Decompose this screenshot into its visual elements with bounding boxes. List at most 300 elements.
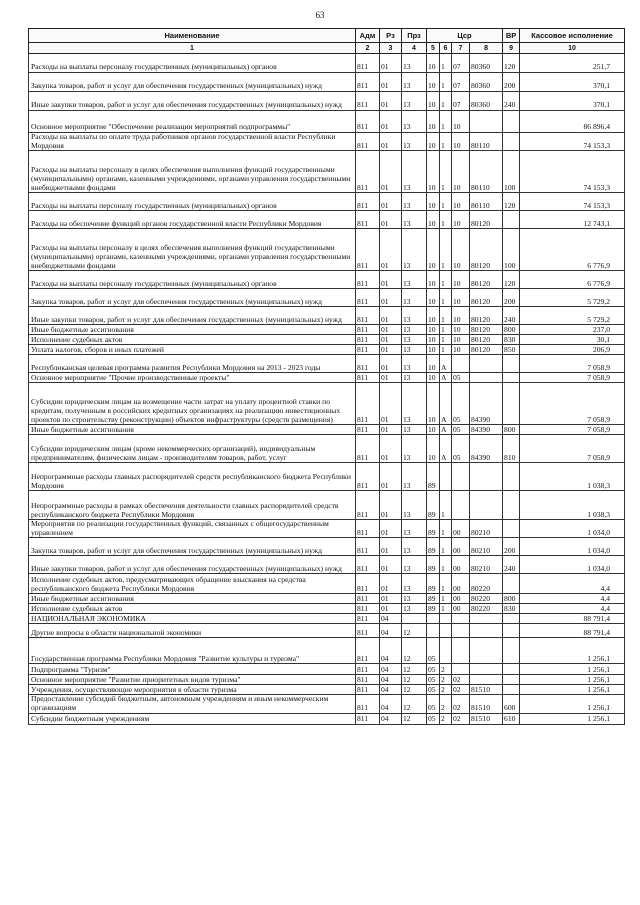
cell-rz: 04 <box>380 685 402 695</box>
cell-sum: 237,0 <box>520 325 625 335</box>
cell-csr-event: 05 <box>452 425 470 435</box>
cell-rz: 01 <box>380 73 402 92</box>
cell-csr-direction <box>470 355 503 373</box>
cell-vr: 600 <box>503 695 520 713</box>
cell-name: Субсидии юридическим лицам (кроме некоммерческих организаций), индивидуальным предпринимателям, физическим лицам - производителям товаров, работ, услуг <box>29 435 356 463</box>
cell-sum: 1 256,1 <box>520 685 625 695</box>
cell-adm: 811 <box>356 624 380 638</box>
cell-csr-program: 05 <box>427 675 440 685</box>
cell-vr: 120 <box>503 193 520 211</box>
cell-sum: 7 058,9 <box>520 383 625 425</box>
cell-vr <box>503 520 520 538</box>
cell-csr-subprogram: 1 <box>440 133 452 151</box>
cell-csr-program <box>427 614 440 624</box>
column-number-row <box>29 43 625 54</box>
table-row <box>29 713 625 724</box>
cell-csr-event <box>452 638 470 664</box>
cell-csr-event: 00 <box>452 556 470 574</box>
cell-csr-program: 10 <box>427 373 440 383</box>
cell-rz: 01 <box>380 355 402 373</box>
cell-csr-program: 10 <box>427 193 440 211</box>
cell-adm: 811 <box>356 335 380 345</box>
cell-csr-direction <box>470 463 503 491</box>
cell-sum: 6 776,9 <box>520 229 625 271</box>
cell-vr <box>503 491 520 520</box>
cell-csr-program: 05 <box>427 713 440 724</box>
header-pr: Прз <box>402 29 427 43</box>
cell-vr <box>503 463 520 491</box>
table-row <box>29 73 625 92</box>
cell-csr-program: 10 <box>427 355 440 373</box>
cell-csr-subprogram: 1 <box>440 211 452 229</box>
cell-sum: 4,4 <box>520 574 625 594</box>
cell-rz: 01 <box>380 229 402 271</box>
cell-csr-direction: 80110 <box>470 151 503 193</box>
cell-csr-event: 07 <box>452 73 470 92</box>
cell-csr-program <box>427 624 440 638</box>
cell-pr: 13 <box>402 538 427 556</box>
cell-sum: 88 791,4 <box>520 624 625 638</box>
cell-csr-event: 00 <box>452 594 470 604</box>
cell-vr <box>503 211 520 229</box>
cell-pr: 13 <box>402 325 427 335</box>
cell-csr-direction: 84390 <box>470 383 503 425</box>
cell-csr-event: 05 <box>452 435 470 463</box>
cell-pr: 12 <box>402 685 427 695</box>
cell-csr-direction: 80120 <box>470 229 503 271</box>
cell-vr: 100 <box>503 151 520 193</box>
cell-rz: 01 <box>380 538 402 556</box>
cell-csr-event <box>452 624 470 638</box>
cell-csr-subprogram: А <box>440 355 452 373</box>
cell-csr-direction: 81510 <box>470 685 503 695</box>
cell-adm: 811 <box>356 556 380 574</box>
cell-adm: 811 <box>356 520 380 538</box>
cell-name: Закупка товаров, работ и услуг для обеспечения государственных (муниципальных) нужд <box>29 538 356 556</box>
cell-vr <box>503 614 520 624</box>
cell-csr-program: 89 <box>427 520 440 538</box>
cell-csr-event: 10 <box>452 193 470 211</box>
cell-pr: 13 <box>402 73 427 92</box>
cell-name: Иные бюджетные ассигнования <box>29 594 356 604</box>
table-row <box>29 463 625 491</box>
cell-sum: 7 058,9 <box>520 373 625 383</box>
cell-csr-direction: 80220 <box>470 574 503 594</box>
cell-csr-direction: 80120 <box>470 325 503 335</box>
table-row <box>29 133 625 151</box>
cell-csr-subprogram: 1 <box>440 520 452 538</box>
cell-csr-program: 10 <box>427 325 440 335</box>
cell-name: Исполнение судебных актов <box>29 604 356 614</box>
cell-adm: 811 <box>356 638 380 664</box>
cell-rz: 01 <box>380 111 402 133</box>
cell-name: Подпрограмма "Туризм" <box>29 664 356 675</box>
cell-csr-direction: 81510 <box>470 695 503 713</box>
cell-adm: 811 <box>356 289 380 307</box>
cell-rz: 04 <box>380 675 402 685</box>
cell-csr-event: 10 <box>452 325 470 335</box>
table-row <box>29 685 625 695</box>
cell-rz: 01 <box>380 373 402 383</box>
table-row <box>29 538 625 556</box>
cell-adm: 811 <box>356 435 380 463</box>
cell-csr-event: 00 <box>452 574 470 594</box>
cell-pr: 12 <box>402 675 427 685</box>
cell-csr-event: 10 <box>452 229 470 271</box>
cell-csr-subprogram: А <box>440 425 452 435</box>
cell-vr <box>503 111 520 133</box>
cell-name: Основное мероприятие "Развитие приоритетных видов туризма" <box>29 675 356 685</box>
cell-csr-program: 10 <box>427 435 440 463</box>
header-csr: Цср <box>427 29 503 43</box>
col-number: 5 <box>427 43 440 54</box>
cell-vr: 800 <box>503 425 520 435</box>
cell-csr-subprogram: 2 <box>440 685 452 695</box>
cell-name: Закупка товаров, работ и услуг для обеспечения государственных (муниципальных) нужд <box>29 289 356 307</box>
cell-sum: 5 729,2 <box>520 307 625 325</box>
cell-csr-event: 10 <box>452 133 470 151</box>
cell-adm: 811 <box>356 373 380 383</box>
cell-vr: 200 <box>503 73 520 92</box>
cell-sum: 1 034,0 <box>520 520 625 538</box>
cell-csr-program: 10 <box>427 425 440 435</box>
table-row <box>29 335 625 345</box>
cell-csr-subprogram <box>440 614 452 624</box>
cell-vr <box>503 685 520 695</box>
cell-csr-program: 10 <box>427 151 440 193</box>
table-row <box>29 624 625 638</box>
cell-name: Другие вопросы в области национальной экономики <box>29 624 356 638</box>
cell-vr <box>503 383 520 425</box>
cell-rz: 01 <box>380 133 402 151</box>
cell-csr-direction: 80120 <box>470 335 503 345</box>
cell-adm: 811 <box>356 271 380 289</box>
cell-csr-subprogram: 1 <box>440 538 452 556</box>
cell-csr-direction: 80210 <box>470 520 503 538</box>
cell-sum: 4,4 <box>520 594 625 604</box>
cell-csr-direction: 84390 <box>470 425 503 435</box>
cell-csr-subprogram: 1 <box>440 271 452 289</box>
table-row <box>29 574 625 594</box>
cell-sum: 1 034,0 <box>520 556 625 574</box>
table-row <box>29 307 625 325</box>
cell-sum: 6 776,9 <box>520 271 625 289</box>
cell-csr-program: 89 <box>427 491 440 520</box>
cell-csr-event: 07 <box>452 92 470 111</box>
cell-pr: 13 <box>402 151 427 193</box>
cell-adm: 811 <box>356 54 380 73</box>
cell-csr-subprogram: 1 <box>440 594 452 604</box>
cell-csr-subprogram: 2 <box>440 675 452 685</box>
cell-csr-program: 10 <box>427 271 440 289</box>
cell-name: Учреждения, осуществляющие мероприятия в области туризма <box>29 685 356 695</box>
cell-sum: 74 153,3 <box>520 151 625 193</box>
cell-csr-subprogram: 1 <box>440 92 452 111</box>
cell-csr-program: 10 <box>427 307 440 325</box>
cell-pr: 13 <box>402 604 427 614</box>
cell-csr-subprogram: 1 <box>440 307 452 325</box>
cell-csr-direction: 80210 <box>470 538 503 556</box>
cell-sum: 251,7 <box>520 54 625 73</box>
cell-csr-program: 10 <box>427 335 440 345</box>
cell-csr-program: 10 <box>427 383 440 425</box>
col-number: 9 <box>503 43 520 54</box>
cell-csr-direction: 80110 <box>470 193 503 211</box>
cell-name: Иные бюджетные ассигнования <box>29 325 356 335</box>
cell-name: Расходы на обеспечение функций органов государственной власти Республики Мордовия <box>29 211 356 229</box>
cell-rz: 01 <box>380 435 402 463</box>
cell-csr-direction: 80120 <box>470 289 503 307</box>
cell-vr: 830 <box>503 604 520 614</box>
table-row <box>29 594 625 604</box>
col-number: 8 <box>470 43 503 54</box>
cell-pr: 13 <box>402 373 427 383</box>
cell-csr-program: 89 <box>427 604 440 614</box>
cell-pr: 13 <box>402 355 427 373</box>
cell-csr-program: 10 <box>427 211 440 229</box>
table-row <box>29 491 625 520</box>
cell-csr-subprogram: 1 <box>440 229 452 271</box>
table-row <box>29 325 625 335</box>
cell-csr-subprogram: 1 <box>440 111 452 133</box>
cell-adm: 811 <box>356 92 380 111</box>
cell-csr-program: 89 <box>427 463 440 491</box>
cell-pr: 13 <box>402 594 427 604</box>
cell-name: Исполнение судебных актов <box>29 335 356 345</box>
col-number: 1 <box>29 43 356 54</box>
cell-pr: 12 <box>402 624 427 638</box>
cell-csr-event: 10 <box>452 151 470 193</box>
cell-adm: 811 <box>356 463 380 491</box>
cell-rz: 01 <box>380 92 402 111</box>
cell-csr-subprogram: 1 <box>440 151 452 193</box>
cell-sum: 370,1 <box>520 92 625 111</box>
cell-pr: 12 <box>402 713 427 724</box>
cell-csr-subprogram: 1 <box>440 193 452 211</box>
cell-csr-program: 10 <box>427 133 440 151</box>
cell-rz: 01 <box>380 271 402 289</box>
table-body <box>29 54 625 725</box>
cell-sum: 12 743,1 <box>520 211 625 229</box>
cell-csr-direction: 80360 <box>470 92 503 111</box>
cell-sum: 1 256,1 <box>520 713 625 724</box>
cell-vr <box>503 638 520 664</box>
cell-csr-program: 05 <box>427 685 440 695</box>
cell-rz: 01 <box>380 604 402 614</box>
cell-pr: 13 <box>402 54 427 73</box>
cell-name: Непрограммные расходы главных распорядителей средств республиканского бюджета Республики Мордовия <box>29 463 356 491</box>
table-row <box>29 435 625 463</box>
cell-sum: 7 058,9 <box>520 355 625 373</box>
cell-sum: 74 153,3 <box>520 193 625 211</box>
cell-rz: 04 <box>380 624 402 638</box>
header-name: Наименование <box>29 29 356 43</box>
cell-csr-subprogram <box>440 624 452 638</box>
table-row <box>29 193 625 211</box>
cell-csr-subprogram: 2 <box>440 713 452 724</box>
cell-csr-direction <box>470 664 503 675</box>
cell-vr <box>503 624 520 638</box>
cell-vr <box>503 355 520 373</box>
cell-name: Иные бюджетные ассигнования <box>29 425 356 435</box>
cell-pr: 13 <box>402 435 427 463</box>
cell-csr-event: 02 <box>452 685 470 695</box>
cell-csr-program: 89 <box>427 556 440 574</box>
cell-csr-direction <box>470 614 503 624</box>
cell-csr-subprogram <box>440 463 452 491</box>
table-row <box>29 373 625 383</box>
cell-adm: 811 <box>356 425 380 435</box>
cell-csr-subprogram: А <box>440 373 452 383</box>
cell-rz: 01 <box>380 211 402 229</box>
cell-csr-event: 00 <box>452 538 470 556</box>
col-number: 4 <box>402 43 427 54</box>
cell-name: Субсидии юридическим лицам на возмещение части затрат на уплату процентной ставки по кредитам, полученным в российских кредитных организациях на реализацию инвестиционных проектов по строительству (реконструкции) объектов инфраструктуры (средств размещения) <box>29 383 356 425</box>
cell-sum: 86 896,4 <box>520 111 625 133</box>
cell-csr-program: 89 <box>427 538 440 556</box>
cell-csr-event <box>452 355 470 373</box>
table-row <box>29 345 625 355</box>
budget-table <box>28 28 625 725</box>
cell-pr: 13 <box>402 289 427 307</box>
cell-csr-program: 05 <box>427 695 440 713</box>
cell-sum: 5 729,2 <box>520 289 625 307</box>
cell-csr-subprogram: А <box>440 435 452 463</box>
cell-name: Расходы на выплаты по оплате труда работников органов государственной власти Республики Мордовия <box>29 133 356 151</box>
cell-csr-direction <box>470 491 503 520</box>
cell-csr-event: 10 <box>452 271 470 289</box>
cell-csr-subprogram: 1 <box>440 73 452 92</box>
col-number: 7 <box>452 43 470 54</box>
table-row <box>29 54 625 73</box>
cell-csr-direction: 80120 <box>470 211 503 229</box>
cell-adm: 811 <box>356 325 380 335</box>
cell-pr: 13 <box>402 335 427 345</box>
cell-vr: 120 <box>503 271 520 289</box>
cell-pr: 13 <box>402 383 427 425</box>
table-row <box>29 271 625 289</box>
cell-csr-event: 07 <box>452 54 470 73</box>
cell-rz: 01 <box>380 151 402 193</box>
cell-vr <box>503 664 520 675</box>
cell-rz: 04 <box>380 664 402 675</box>
cell-rz: 01 <box>380 594 402 604</box>
cell-rz: 01 <box>380 574 402 594</box>
cell-pr: 13 <box>402 574 427 594</box>
cell-csr-event <box>452 491 470 520</box>
table-row <box>29 425 625 435</box>
cell-csr-event: 10 <box>452 289 470 307</box>
cell-rz: 04 <box>380 638 402 664</box>
cell-name: Иные закупки товаров, работ и услуг для обеспечения государственных (муниципальных) нужд <box>29 307 356 325</box>
cell-name: Непрограммные расходы в рамках обеспечения деятельности главных распорядителей средств республиканского бюджета Республики Мордовия <box>29 491 356 520</box>
table-row <box>29 638 625 664</box>
page-number: 63 <box>315 10 325 20</box>
cell-rz: 01 <box>380 345 402 355</box>
cell-name: Расходы на выплаты персоналу государственных (муниципальных) органов <box>29 54 356 73</box>
table-row <box>29 664 625 675</box>
cell-name: Расходы на выплаты персоналу в целях обеспечения выполнения функций государственными (муниципальными) органами, казенными учреждениями, органами управления государственными внебюджетными фондами <box>29 229 356 271</box>
col-number: 3 <box>380 43 402 54</box>
col-number: 6 <box>440 43 452 54</box>
cell-pr: 13 <box>402 491 427 520</box>
cell-csr-direction <box>470 675 503 685</box>
cell-adm: 811 <box>356 664 380 675</box>
cell-sum: 88 791,4 <box>520 614 625 624</box>
cell-rz: 01 <box>380 193 402 211</box>
cell-name: Основное мероприятие "Обеспечение реализации мероприятий подпрограммы" <box>29 111 356 133</box>
cell-csr-event: 02 <box>452 713 470 724</box>
cell-csr-event: 10 <box>452 111 470 133</box>
cell-sum: 370,1 <box>520 73 625 92</box>
cell-csr-subprogram: А <box>440 383 452 425</box>
cell-name: Мероприятия по реализации государственных функций, связанных с общегосударственным управлением <box>29 520 356 538</box>
cell-name: Основное мероприятие "Прочие производственные проекты" <box>29 373 356 383</box>
cell-adm: 811 <box>356 133 380 151</box>
cell-csr-program: 10 <box>427 111 440 133</box>
table-row <box>29 383 625 425</box>
cell-sum: 1 034,0 <box>520 538 625 556</box>
cell-csr-event: 02 <box>452 675 470 685</box>
cell-rz: 04 <box>380 614 402 624</box>
cell-adm: 811 <box>356 604 380 614</box>
table-row <box>29 675 625 685</box>
table-row <box>29 604 625 614</box>
cell-name: НАЦИОНАЛЬНАЯ ЭКОНОМИКА <box>29 614 356 624</box>
cell-pr: 13 <box>402 229 427 271</box>
cell-pr: 13 <box>402 463 427 491</box>
cell-adm: 811 <box>356 345 380 355</box>
cell-csr-subprogram: 1 <box>440 556 452 574</box>
cell-csr-event: 00 <box>452 520 470 538</box>
cell-sum: 1 256,1 <box>520 664 625 675</box>
table-row <box>29 355 625 373</box>
cell-csr-subprogram: 1 <box>440 54 452 73</box>
cell-rz: 01 <box>380 325 402 335</box>
cell-csr-direction <box>470 111 503 133</box>
cell-vr <box>503 133 520 151</box>
cell-pr: 13 <box>402 133 427 151</box>
cell-csr-direction <box>470 373 503 383</box>
cell-rz: 01 <box>380 556 402 574</box>
cell-csr-subprogram <box>440 638 452 664</box>
cell-name: Исполнение судебных актов, предусматривающих обращение взыскания на средства республиканского бюджета Республики Мордовия <box>29 574 356 594</box>
cell-name: Уплата налогов, сборов и иных платежей <box>29 345 356 355</box>
cell-vr: 850 <box>503 345 520 355</box>
cell-name: Предоставление субсидий бюджетным, автономным учреждениям и иным некоммерческим организациям <box>29 695 356 713</box>
cell-csr-event: 00 <box>452 604 470 614</box>
cell-csr-direction: 80360 <box>470 54 503 73</box>
cell-sum: 1 038,3 <box>520 491 625 520</box>
cell-vr <box>503 675 520 685</box>
cell-vr: 800 <box>503 594 520 604</box>
cell-adm: 811 <box>356 538 380 556</box>
cell-csr-subprogram: 2 <box>440 695 452 713</box>
cell-csr-program: 10 <box>427 289 440 307</box>
cell-name: Иные закупки товаров, работ и услуг для обеспечения государственных (муниципальных) нужд <box>29 556 356 574</box>
cell-pr: 13 <box>402 271 427 289</box>
cell-sum: 74 153,3 <box>520 133 625 151</box>
cell-adm: 811 <box>356 355 380 373</box>
cell-pr: 13 <box>402 556 427 574</box>
cell-pr: 13 <box>402 111 427 133</box>
cell-name: Расходы на выплаты персоналу в целях обеспечения выполнения функций государственными (муниципальными) органами, казенными учреждениями, органами управления государственными внебюджетными фондами <box>29 151 356 193</box>
cell-sum: 1 256,1 <box>520 675 625 685</box>
table-row <box>29 520 625 538</box>
cell-sum: 7 058,9 <box>520 425 625 435</box>
cell-csr-subprogram: 2 <box>440 664 452 675</box>
col-number: 2 <box>356 43 380 54</box>
